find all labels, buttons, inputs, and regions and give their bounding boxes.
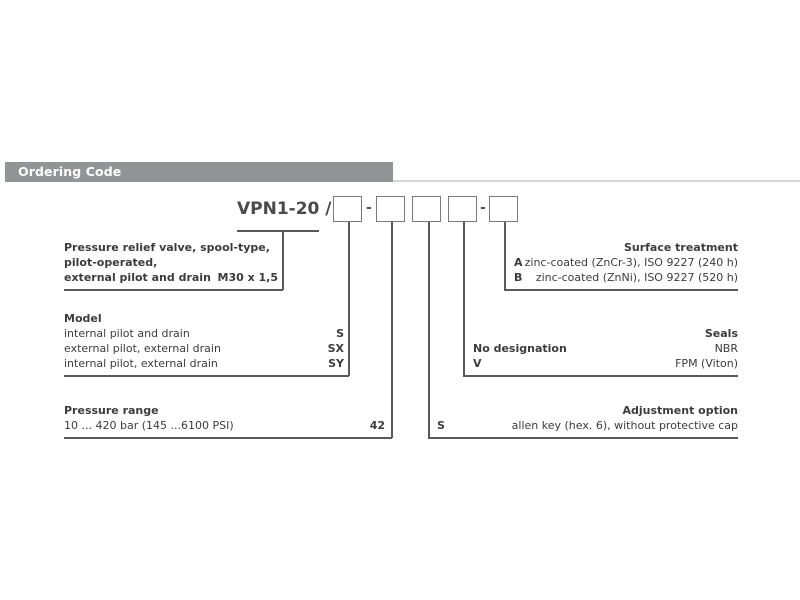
code-separator: - (480, 200, 486, 216)
pressure-label: 10 ... 420 bar (145 ...6100 PSI) (64, 419, 234, 432)
description-line-3: external pilot and drain (64, 271, 211, 284)
section-title: Ordering Code (18, 164, 122, 179)
surface-title: Surface treatment (623, 241, 738, 254)
seals-option-code: V (473, 357, 482, 370)
code-box-seals (448, 196, 477, 222)
prefix-underline (237, 230, 319, 232)
surface-option-code: B (514, 271, 523, 284)
connector-surface (504, 222, 506, 290)
code-box-surface (489, 196, 518, 222)
code-separator: - (366, 200, 372, 216)
connector-description-base (64, 289, 283, 291)
connector-model (348, 222, 350, 376)
surface-option-label: zinc-coated (ZnCr-3), ISO 9227 (240 h) (524, 256, 738, 269)
model-option-code: SX (327, 342, 344, 355)
model-option-label: internal pilot and drain (64, 327, 190, 340)
model-option-label: external pilot, external drain (64, 342, 221, 355)
code-box-pressure (376, 196, 405, 222)
surface-option-label: zinc-coated (ZnNi), ISO 9227 (520 h) (535, 271, 738, 284)
description-line-2: pilot-operated, (64, 256, 158, 269)
seals-title: Seals (704, 327, 738, 340)
connector-seals (463, 222, 465, 376)
seals-option-label: FPM (Viton) (675, 357, 738, 370)
model-title: Model (64, 312, 102, 325)
adjustment-code: S (437, 419, 445, 432)
header-divider (393, 180, 800, 182)
code-box-adjustment (412, 196, 441, 222)
thread-size: M30 x 1,5 (217, 271, 278, 284)
connector-description (282, 230, 284, 290)
model-option-label: internal pilot, external drain (64, 357, 218, 370)
pressure-code: 42 (369, 419, 385, 432)
connector-surface-base (504, 289, 738, 291)
adjustment-title: Adjustment option (622, 404, 738, 417)
surface-option-code: A (514, 256, 523, 269)
model-option-code: SY (328, 357, 344, 370)
connector-seals-base (463, 375, 738, 377)
connector-adjustment-base (428, 437, 738, 439)
connector-pressure (391, 222, 393, 438)
connector-adjustment (428, 222, 430, 438)
code-prefix: VPN1-20 / (237, 199, 332, 219)
connector-model-base (64, 375, 349, 377)
model-option-code: S (336, 327, 344, 340)
description-line-1: Pressure relief valve, spool-type, (64, 241, 270, 254)
seals-option-code: No designation (473, 342, 567, 355)
code-box-model (333, 196, 362, 222)
pressure-title: Pressure range (64, 404, 159, 417)
adjustment-label: allen key (hex. 6), without protective cap (511, 419, 738, 432)
connector-pressure-base (64, 437, 392, 439)
seals-option-label: NBR (714, 342, 738, 355)
